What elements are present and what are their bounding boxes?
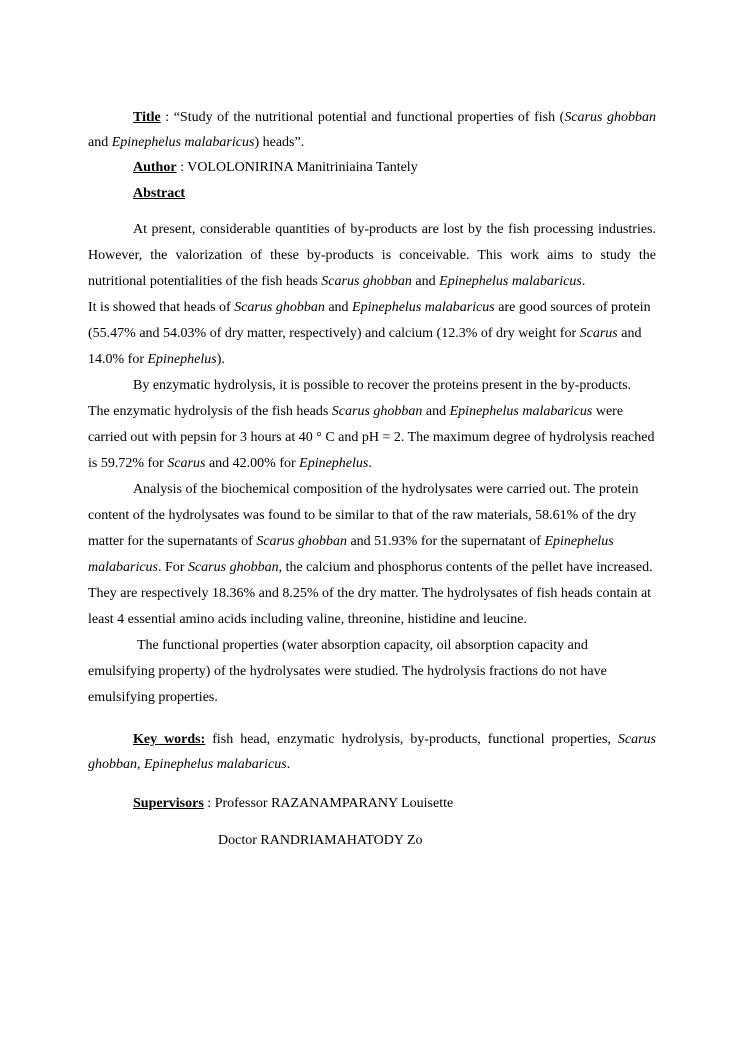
abstract-heading xyxy=(88,181,656,207)
title-label: Title xyxy=(133,110,161,125)
author-line: Author : VOLOLONIRINA Manitriniaina Tantely xyxy=(133,160,418,175)
title-text: “Study of the nutritional potential and functional properties of fish ( xyxy=(173,110,565,125)
supervisor-1: Professor RAZANAMPARANY Louisette xyxy=(214,796,454,811)
supervisor-2: Doctor RANDRIAMAHATODY Zo xyxy=(218,833,423,848)
supervisors-line: Supervisors : Professor RAZANAMPARANY Louisette xyxy=(133,796,454,811)
abstract-body xyxy=(88,217,656,711)
document-content xyxy=(88,105,656,854)
abstract-paragraph-2: It is showed that heads of Scarus ghobban and Epinephelus malabaricus are good sources of protein (55.47% and 54.03% of dry matter, respectively) and calcium (12.3% of dry weight for Scarus and 14.0% for Epinephelus). xyxy=(88,300,651,367)
species-name: Epinephelus malabaricus xyxy=(111,135,255,150)
species-name: Scarus ghobban xyxy=(564,110,656,125)
supervisors-label: Supervisors xyxy=(133,796,204,811)
abstract-label: Abstract xyxy=(133,186,186,201)
abstract-paragraph-1: At present, considerable quantities of by-products are lost by the fish processing industries. However, the valorization of these by-products is conceivable. This work aims to study the nutritional potentialities of the fish heads Scarus ghobban and Epinephelus malabaricus. xyxy=(88,222,656,289)
keywords-text: fish head, enzymatic hydrolysis, by-products, functional properties, xyxy=(205,732,618,747)
title-line: Title : “Study of the nutritional potential and functional properties of fish (Scarus ghobban and Epinephelus malabaricus) heads”. xyxy=(88,110,656,150)
abstract-paragraph-3: By enzymatic hydrolysis, it is possible to recover the proteins present in the by-products. The enzymatic hydrolysis of the fish heads Scarus ghobban and Epinephelus malabaricus were carried out with pepsin for 3 hours at 40 ° C and pH = 2. The maximum degree of hydrolysis reached is 59.72% for Scarus and 42.00% for Epinephelus. xyxy=(88,378,655,471)
keywords-line: Key words: fish head, enzymatic hydrolysis, by-products, functional properties, Scarus ghobban, Epinephelus malabaricus. xyxy=(88,732,657,772)
keywords-label: Key words: xyxy=(133,732,206,747)
abstract-paragraph-4: Analysis of the biochemical composition of the hydrolysates were carried out. The protein content of the hydrolysates was found to be similar to that of the raw materials, 58.61% of the dry matter for the supernatants of Scarus ghobban and 51.93% for the supernatant of Epinephelus malabaricus. For Scarus ghobban, the calcium and phosphorus contents of the pellet have increased. They are respectively 18.36% and 8.25% of the dry matter. The hydrolysates of fish heads contain at least 4 essential amino acids including valine, threonine, histidine and leucine. xyxy=(88,482,653,627)
author-name: VOLOLONIRINA Manitriniaina Tantely xyxy=(187,160,418,175)
author-label: Author xyxy=(133,160,177,175)
abstract-paragraph-5: The functional properties (water absorption capacity, oil absorption capacity and emulsifying property) of the hydrolysates were studied. The hydrolysis fractions do not have emulsifying properties. xyxy=(88,638,607,705)
